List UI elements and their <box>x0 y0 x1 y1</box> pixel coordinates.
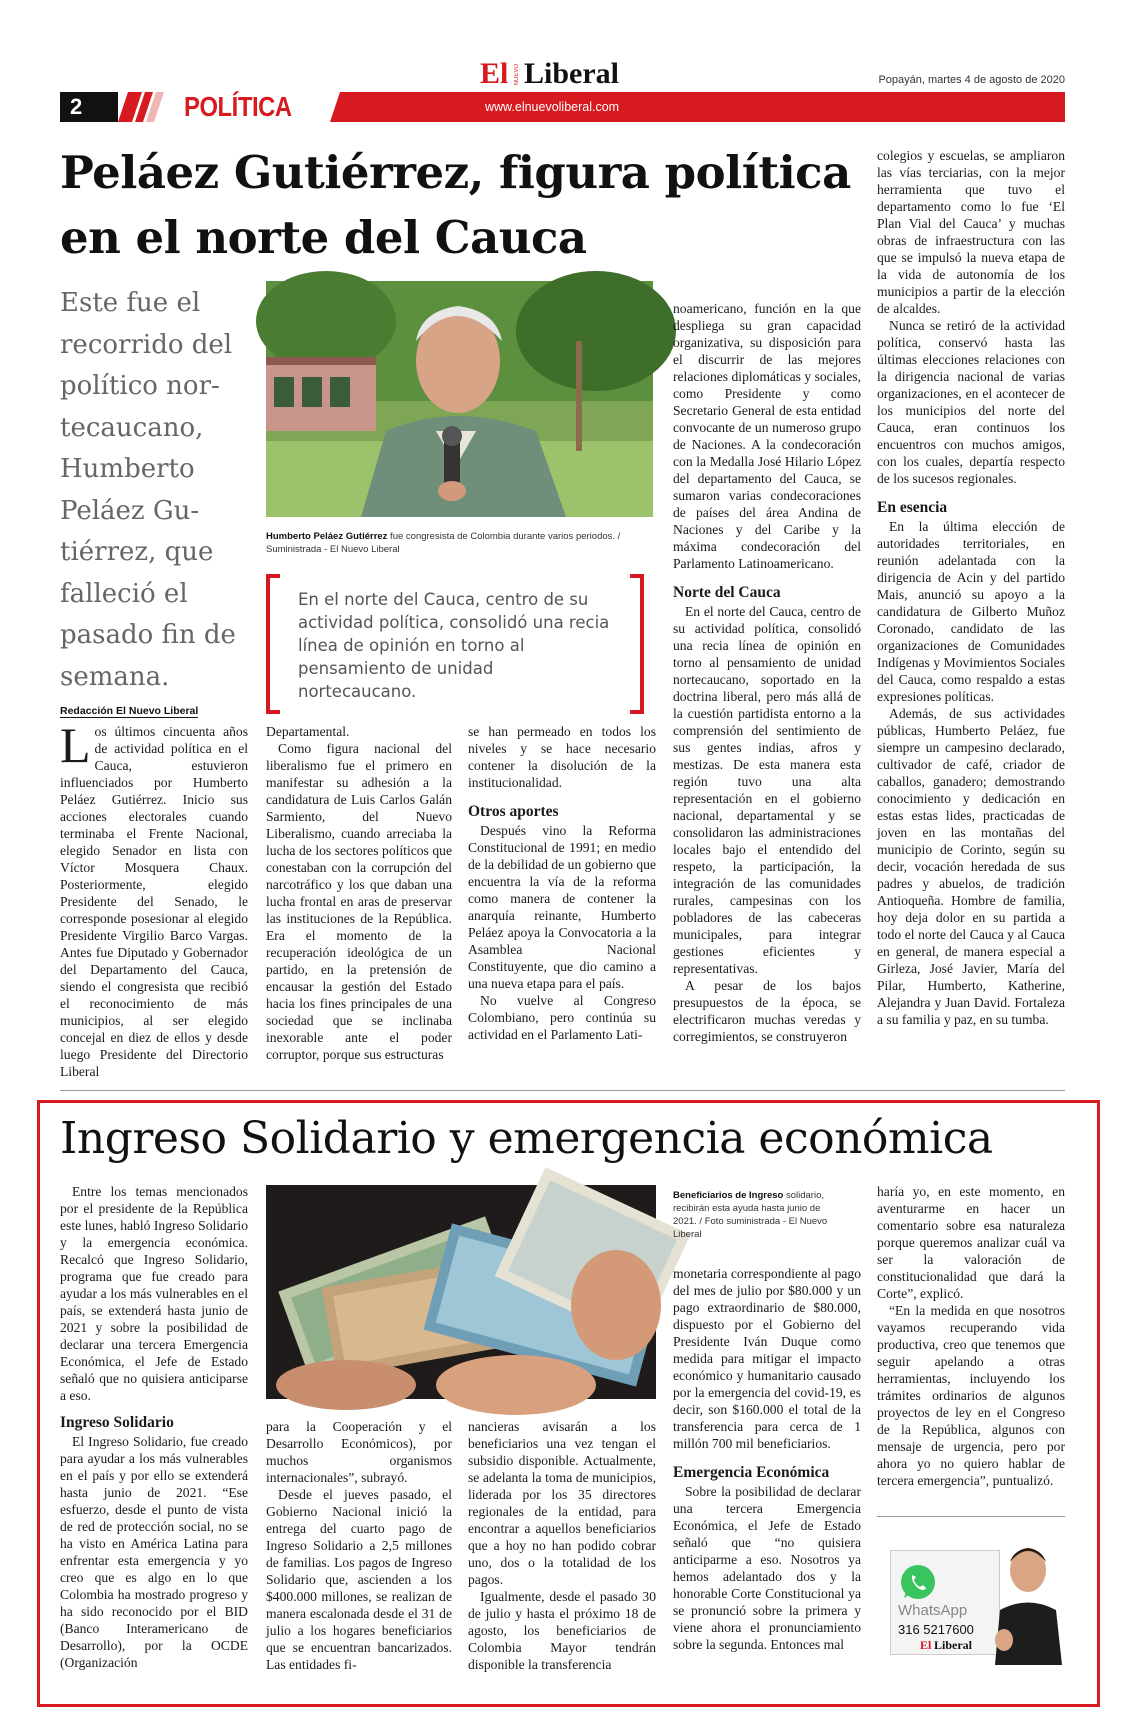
logo-liberal: Liberal <box>524 57 619 90</box>
caption-bold: Humberto Peláez Gutiérrez <box>266 531 388 542</box>
col3-para: Después vino la Reforma Constitucional de 1991; en medio de la debilidad de un gobierno que encuentra la vía de la reforma como manera de contener la anarquía reinante, Humberto Peláez apoya la Convocatoria a la Asamblea Nacional Constituyente, que dio camino a una nueva etapa para el país. <box>468 823 656 991</box>
col5-para: En la última elección de autoridades territoriales, en reunión adelantada con la dirigencia de Acin y del partido Mais, anunció su apoyo a la candidatura de Gilberto Muñoz Coronado, candidato de las organizaciones de Comunidades Indígenas y Movimientos Sociales del Cauca, como respaldo a estas expresiones políticas. <box>877 519 1065 704</box>
col4-para: noamericano, función en la que despliega su gran capacidad organizativa, su disposición para el discurrir de las mejores relaciones diplomáticas y sociales, como Presidente y como Secretario General de esta entidad convocante de un numeroso grupo de Naciones. A la condecoración con la Medalla José Hilario López del departamento del Cauca, se sumaron varias condecoraciones de países del área Andina de Naciones y del Caribe y la máxima condecoración del Parlamento Latinoamericano. <box>673 301 861 571</box>
col5-para: haría yo, en este momento, en aventurarme en hacer un comentario sobre esa naturaleza porque queremos analizar cuál va ser la valoración de constitucionalidad que dará la Corte”, explicó. <box>877 1184 1065 1301</box>
col2-para: Departamental. <box>266 724 350 739</box>
page-number-box <box>60 92 118 122</box>
subhead-norte-del-cauca: Norte del Cauca <box>673 584 781 601</box>
col3-para: Igualmente, desde el pasado 30 de julio y hasta el próximo 18 de agosto, los beneficiarios de Colombia Mayor tendrán disponible la transferencia <box>468 1589 656 1672</box>
article1-col4 <box>673 300 861 1068</box>
ad-phone[interactable]: 316 5217600 <box>898 1622 974 1637</box>
col2-para: Como figura nacional del liberalismo fue el primero en manifestar su adhesión a la candidatura de Luis Carlos Galán Sarmiento, del Nuevo Liberalismo, cuando arreciaba la lucha de los sectores políticos que conestaban con la corrupción del narcotráfico y los que daban una lucha frontal en aras de preservar las instituciones de la República. Era el momento de la recuperación ideológica de un partido, en la pretensión de encausar la gestión del Estado hacia los fines principales de una sociedad que se inclinaba inexorable ante el poder corruptor, porque sus estructuras <box>266 741 452 1062</box>
section-rule <box>330 92 1065 122</box>
logo <box>480 58 640 92</box>
page-header <box>0 0 1125 130</box>
whatsapp-icon <box>898 1562 938 1602</box>
ad-brand-el: El <box>920 1638 932 1652</box>
article2-col3 <box>468 1418 656 1676</box>
col2-para: Desde el jueves pasado, el Gobierno Nacional inició la entrega del cuarto pago de Ingreso Solidario a 2,5 millones de familias. Los pagos de Ingreso Solidario que, ascienden a los $400.000 millones, se realizan de manera escalonada desde el 31 de julio a los hogares beneficiarios que se encuentran bancarizados. Las entidades fi- <box>266 1487 452 1672</box>
ad-brand: Liberal <box>934 1638 972 1652</box>
article1-col3 <box>468 723 656 1068</box>
caption-text: solidario, recibirán esta ayuda hasta junio de 2021. / Foto suministrada - El Nuevo Liberal <box>673 1190 828 1240</box>
col2-para: para la Cooperación y el Desarrollo Económicos), por muchos organismos internacionales”, subrayó. <box>266 1419 452 1485</box>
article1-headline: Peláez Gutiérrez, figura política en el norte del Cauca <box>60 146 851 264</box>
article1-col1 <box>60 717 248 1079</box>
subhead-emergencia-economica: Emergencia Económica <box>673 1464 830 1481</box>
col1-text: os últimos cincuenta años de actividad política en el Cauca, estuvieron influenciados por Humberto Peláez Gutiérrez. Inicio sus acciones electorales cuando terminaba el Frente Nacional, elegido Senador en lista con Víctor Mosquera Chaux. Posteriormente, elegido Presidente del Senado, le corresponde posesionar al elegido Presidente Virgilio Barco Vargas. Antes fue Diputado y Gobernador del Departamento del Cauca, siendo el congresista que recibió el reconocimiento de más municipios, al ser elegido concejal en diez de ellos y desde luego Presidente del Directorio Liberal <box>60 724 248 1079</box>
article2-col5 <box>877 1183 1065 1488</box>
col3-para: No vuelve al Congreso Colombiano, pero continúa su actividad en el Parlamento Lati- <box>468 993 656 1042</box>
col1-para: El Ingreso Solidario, fue creado para ayudar a los más vulnerables en el país y por ello se extenderá hasta junio de 2021. “Ese esfuerzo, desde el punto de vista de red de protección social, no se ha visto en América Latina para enfrentar esta emergencia y yo creo que es algo en lo que Colombia ha mostrado progreso y ha sido reconocido por el BID (Banco Interamericano de Desarrollo), por la OCDE (Organización <box>60 1434 248 1670</box>
article1-byline: Redacción El Nuevo Liberal <box>60 705 199 717</box>
logo-nuevo: NUEVO <box>514 64 520 86</box>
col5-para: Nunca se retiró de la actividad política, conservó hasta las últimas elecciones relaciones con la dirigencia nacional de varias organizaciones, en el acontecer de los municipios del norte del Cauca, eran continuos los encuentros con muchos amigos, con los cuales, departía respecto de los sucesos regionales. <box>877 318 1065 486</box>
article2-headline: Ingreso Solidario y emergencia económica <box>60 1113 993 1164</box>
article1-col2 <box>266 723 452 1068</box>
article-divider <box>60 1090 1065 1091</box>
subhead-ingreso-solidario: Ingreso Solidario <box>60 1414 174 1431</box>
article2-col4 <box>673 1265 861 1676</box>
page-number: 2 <box>70 94 83 119</box>
subhead-en-esencia: En esencia <box>877 499 948 516</box>
dropcap: L <box>60 717 91 773</box>
pullquote-bracket-right <box>630 574 644 714</box>
col3-para: se han permeado en todos los niveles y se hace necesario contener la disolución de la institucionalidad. <box>468 724 656 790</box>
article2-photo-caption <box>673 1189 833 1241</box>
article2-col2 <box>266 1418 452 1676</box>
ad-divider <box>877 1516 1065 1517</box>
col5-para: colegios y escuelas, se ampliaron las vías terciarias, con la mejor herramienta que tuvo el departamento como lo fue ‘El Plan Vial del Cauca’ y muchas obras de infraestructura con las que se impulsó la nueva etapa de la vida de autonomía de los municipios a partir de la elección de alcaldes. <box>877 148 1065 316</box>
article1-deck: Este fue el recorrido del político nor-tecaucano, Humberto Peláez Gu-tiérrez, que falleció el pasado fin de semana. <box>60 288 236 692</box>
subhead-otros-aportes: Otros aportes <box>468 803 559 820</box>
col5-para: “En la medida en que nosotros vayamos recuperando vida productiva, creo que tenemos que seguir apelando a otras herramientas, incluyendo los trámites ordinarios de algunos proyectos de ley en el Congreso de la República, algunos con mensaje de urgencia, pero por ahora yo no quiero hablar de tercera emergencia”, puntualizó. <box>877 1303 1065 1488</box>
pullquote: En el norte del Cauca, centro de su actividad política, consolidó una recia línea de opinión en torno al pensamiento de unidad nortecaucano. <box>298 590 610 701</box>
col5-para: Además, de sus actividades públicas, Humberto Peláez, fue siempre un campesino declarado, cultivador de café, criador de caballos, ganadero; demostrando conocimiento y dedicación en estas estas lides, practicadas de joven en las montañas del municipio de Corinto, según su decir, vocación heredada de sus padres y abuelos, de tradición Antioqueña. Hombre de familia, hoy deja dolor en su partida a todo el norte del Cauca y al Cauca en general, de manera especial a Girleza, José Javier, María del Pilar, Humberto, Katherine, Alejandra y Juan David. Fortaleza a su familia y paz, en su tumba. <box>877 706 1065 1027</box>
dateline: Popayán, martes 4 de agosto de 2020 <box>878 74 1065 86</box>
col4-para: Sobre la posibilidad de declarar una tercera Emergencia Económica, el Jefe de Estado señaló que “no quisiera anticiparme a eso. Nosotros ya hemos adelantado dos y la honorable Corte Constitucional ya se pronunció sobre la primera y viene ahora el pronunciamiento sobre la segunda. Entonces mal <box>673 1484 861 1652</box>
col4-para: monetaria correspondiente al pago del mes de julio por $80.000 y un pago extraordinario de $80.000, dispuesto por el Gobierno del Presidente Iván Duque como medida para mitigar el impacto económico y humanitario causado por la emergencia del covid-19, es decir, son $160.000 el total de la transferencia para cerca de 1 millón 700 mil beneficiarios. <box>673 1266 861 1451</box>
whatsapp-ad[interactable] <box>890 1530 1065 1675</box>
section-label: POLÍTICA <box>184 91 292 122</box>
pullquote-bracket-left <box>266 574 280 714</box>
section-bar <box>60 92 1065 122</box>
col3-para: nancieras avisarán a los beneficiarios una vez tengan el subsidio disponible. Actualmente, se adelanta la toma de municipios, liderada por los 35 directores regionales de la entidad, para encontrar a aquellos beneficiarios que a hoy no han podido cobrar uno, dos o la totalidad de los pagos. <box>468 1419 656 1587</box>
col4-para: A pesar de los bajos presupuestos de la época, se electrificaron muchas veredas y corregimientos, se construyeron <box>673 978 861 1044</box>
website[interactable]: www.elnuevoliberal.com <box>485 100 620 114</box>
article2-intro: Entre los temas mencionados por el presidente de la República este lunes, habló Ingreso Solidario y la emergencia económica. Recalcó que Ingreso Solidario, programa que fue creado para ayudar a los más vulnerables en el país, se extenderá hasta junio de 2021 y sobre la posibilidad de declarar una tercera Emergencia Económica, el Jefe de Estado señaló que no quisiera anticiparse a eso. <box>60 1184 248 1403</box>
article1-photo <box>266 281 653 517</box>
article1-photo-caption <box>266 530 656 556</box>
logo-el: El <box>480 57 509 90</box>
col4-para: En el norte del Cauca, centro de su actividad política, consolidó una recia línea de opinión en torno al pensamiento de unidad nortecaucano, soportado en la doctrina liberal, pero más allá de la cuestión partidista entorno a la comprensión del sentimiento de sus gentes indias, afros y mestizas. De esta manera esta región tuvo una alta representación en el gobierno nacional, departamental y se consolidaron las administraciones locales bajo el entendido del respeto, la participación, la integración de las comunidades rurales, campesinas con los pobladores de las cabeceras municipales, para integrar gestiones eficientes y representativas. <box>673 604 861 976</box>
caption-bold: Beneficiarios de Ingreso <box>673 1190 784 1201</box>
ad-person <box>990 1540 1065 1665</box>
section-stripes-icon <box>118 92 168 122</box>
article1-col5 <box>877 147 1065 1068</box>
caption-text: fue congresista de Colombia durante varios periodos. / Suministrada - El Nuevo Liberal <box>266 531 621 555</box>
article2-col1 <box>60 1414 248 1676</box>
ad-label: WhatsApp <box>898 1602 968 1619</box>
article2-photo <box>266 1185 656 1399</box>
